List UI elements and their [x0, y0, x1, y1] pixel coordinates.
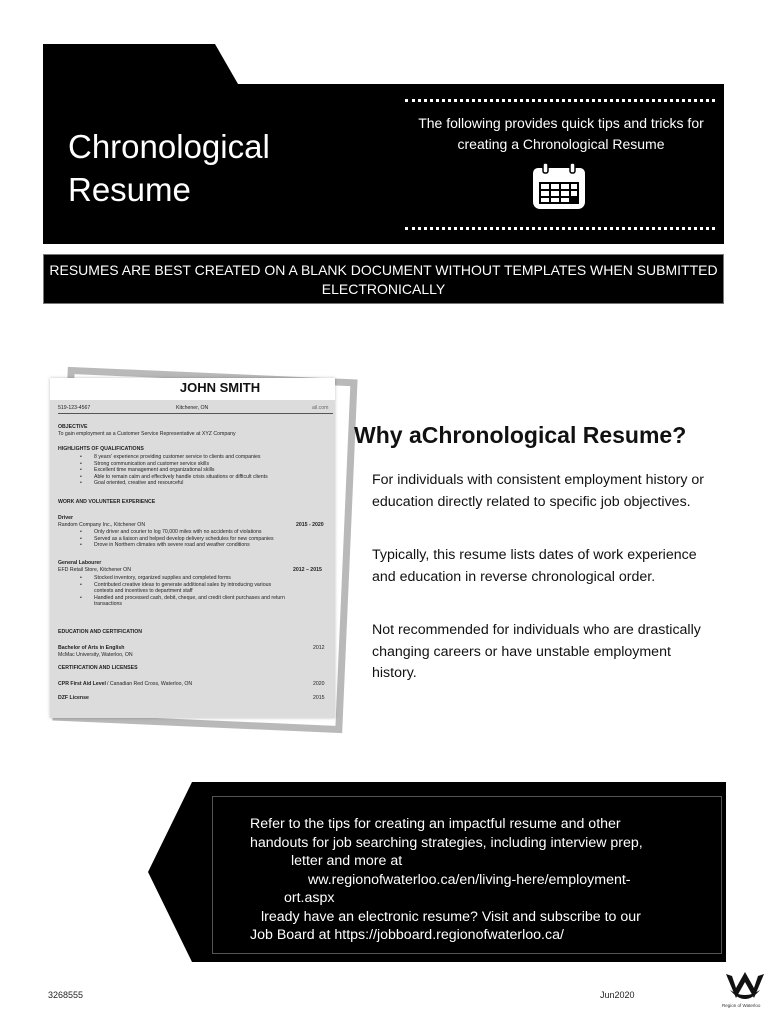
- resume-bullet: • Handled and processed cash, debit, cheque, and credit client purchases and return: [94, 595, 285, 602]
- resume-heading: WORK AND VOLUNTEER EXPERIENCE: [58, 499, 156, 505]
- resume-phone: 519-123-4567: [58, 405, 91, 411]
- paragraph: Not recommended for individuals who are drastically changing careers or have unstable employment history.: [372, 622, 701, 681]
- resume-cert: DZF License: [58, 695, 89, 701]
- resume-cert-org: / Canadian Red Cross, Waterloo, ON: [107, 681, 193, 687]
- callout-link[interactable]: ort.aspx: [284, 890, 335, 906]
- callout-line: handouts for job searching strategies, including interview prep,: [250, 834, 643, 851]
- resume-school: McMac University, Waterloo, ON: [58, 651, 133, 658]
- resume-job-dates: 2015 - 2020: [296, 521, 324, 528]
- resume-heading: HIGHLIGHTS OF QUALIFICATIONS: [58, 446, 144, 452]
- callout-link[interactable]: ww.regionofwaterloo.ca/en/living-here/employment-: [308, 871, 631, 888]
- dotted-divider: [405, 99, 715, 102]
- page-title: Chronological Resume: [68, 128, 270, 208]
- resume-bullet: • Served as a liaison and helped develop delivery schedules for new companies: [94, 536, 274, 543]
- resume-email: ail.com: [312, 405, 329, 411]
- callout-text: [250, 815, 690, 945]
- section-title: Why aChronological Resume?: [354, 422, 687, 448]
- callout-line: Refer to the tips for creating an impactful resume and other: [250, 816, 621, 832]
- resume-year: 2012: [313, 645, 325, 651]
- footer-date: Jun2020: [600, 990, 635, 1000]
- resume-sample: [50, 378, 335, 718]
- logo-text: Region of Waterloo: [722, 1003, 761, 1008]
- resume-bullet: • Stocked inventory, organized supplies and completed forms: [94, 575, 231, 582]
- resume-bullet: • Drove in Northern climates with severe road and weather conditions: [94, 542, 250, 549]
- resume-year: 2015: [313, 695, 325, 701]
- paragraph: For individuals with consistent employment history or education directly related to specific job objectives.: [372, 472, 704, 510]
- resume-text: transactions: [94, 601, 122, 607]
- resume-bullet: • 8 years' experience providing customer service to clients and companies: [94, 454, 261, 461]
- resume-cert: CPR First Aid Level: [58, 681, 106, 687]
- callout-line: lready have an electronic resume? Visit and subscribe to our: [261, 908, 641, 925]
- calendar-icon: [530, 162, 588, 212]
- region-logo-icon: [722, 968, 768, 1008]
- resume-bullet: • Able to remain calm and effectively handle crisis situations or difficult clients: [94, 474, 268, 481]
- callout-line: letter and more at: [291, 853, 403, 869]
- resume-city: Kitchener, ON: [176, 405, 209, 411]
- paragraph: Typically, this resume lists dates of work experience and education in reverse chronological order.: [372, 547, 697, 585]
- resume-bullet: • Excellent time management and organizational skills: [94, 467, 215, 474]
- resume-bullet: • Strong communication and customer service skills: [94, 461, 209, 468]
- resume-heading: EDUCATION AND CERTIFICATION: [58, 629, 143, 635]
- resume-text: contests and incentives to department staff: [94, 588, 193, 594]
- callout-link[interactable]: Job Board at https://jobboard.regionofwaterloo.ca/: [250, 927, 564, 943]
- resume-job-title: Driver: [58, 515, 73, 521]
- resume-heading: CERTIFICATION AND LICENSES: [58, 665, 138, 671]
- dotted-divider: [405, 227, 715, 230]
- resume-job-dates: 2012 – 2015: [293, 566, 322, 573]
- footer-code: 3268555: [48, 990, 84, 1000]
- header-subtitle: The following provides quick tips and tricks for creating a Chronological Resume: [418, 115, 704, 152]
- resume-year: 2020: [313, 681, 325, 687]
- resume-rule: [58, 413, 333, 414]
- resume-job-org: EFD Retail Store, Kitchener ON: [58, 566, 131, 573]
- notice-band: RESUMES ARE BEST CREATED ON A BLANK DOCUMENT WITHOUT TEMPLATES WHEN SUBMITTED ELECTRONICALLY: [43, 254, 724, 304]
- resume-heading: OBJECTIVE: [58, 424, 88, 430]
- resume-bullet: • Goal oriented, creative and resourceful: [94, 480, 183, 487]
- resume-name: JOHN SMITH: [179, 380, 261, 395]
- resume-degree: Bachelor of Arts in English: [58, 645, 125, 651]
- resume-bullet: • Only driver and courier to log 70,000 miles with no accidents of violations: [94, 529, 262, 536]
- resume-text: To gain employment as a Customer Service Representative at XYZ Company: [58, 431, 236, 437]
- resume-job-title: General Labourer: [58, 560, 102, 566]
- resume-bullet: • Contributed creative ideas to generate additional sales by introducing various: [94, 582, 271, 589]
- resume-job-org: Random Company Inc., Kitchener ON: [58, 521, 146, 528]
